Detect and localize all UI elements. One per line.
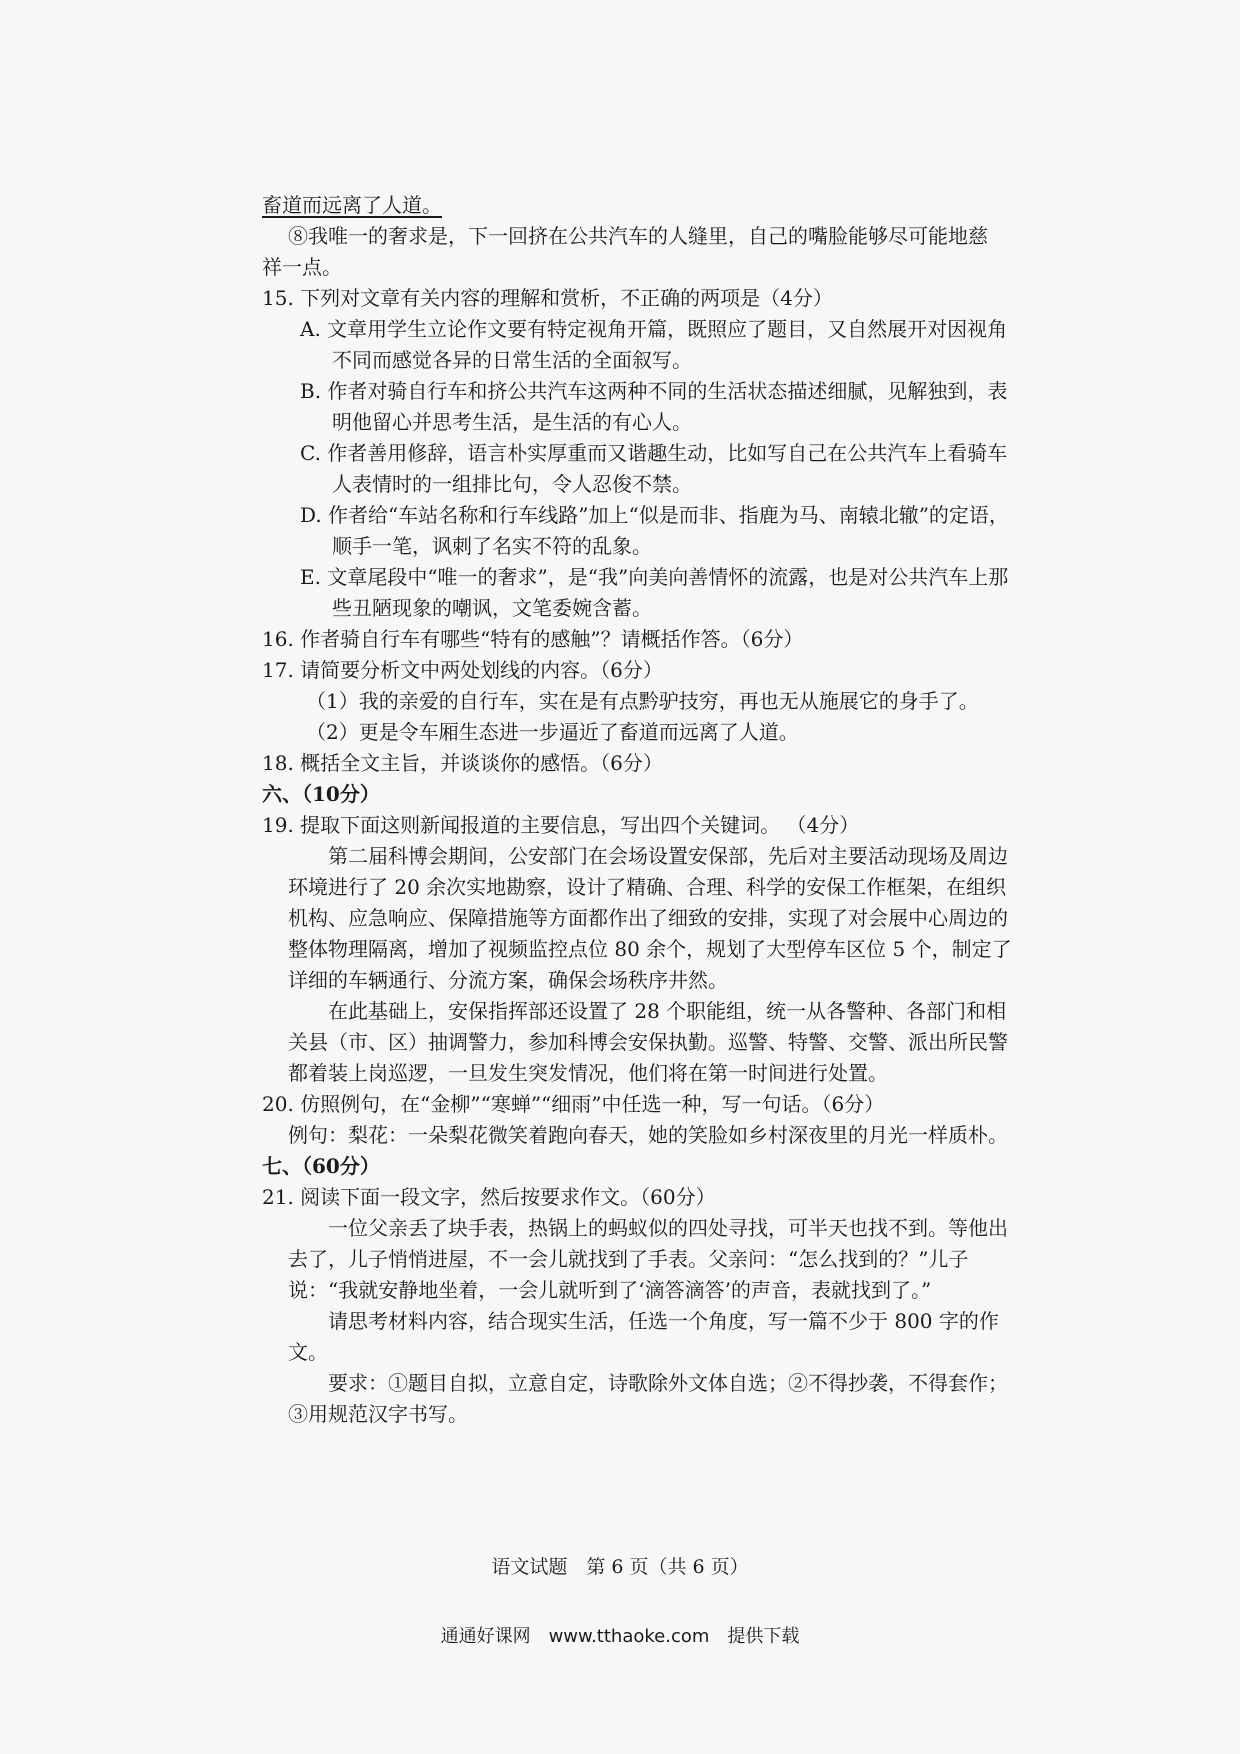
question-18: 18. 概括全文主旨，并谈谈你的感悟。（6分）	[262, 751, 663, 775]
continuation-line	[262, 190, 1022, 221]
section-6-heading: 六、（10分）	[262, 782, 380, 806]
essay-instruction: 请思考材料内容，结合现实生活，任选一个角度，写一篇不少于 800 字的作文。	[288, 1309, 999, 1364]
question-20-example: 例句：梨花：一朵梨花微笑着跑向春天，她的笑脸如乡村深夜里的月光一样质朴。	[288, 1123, 1008, 1147]
question-15-option-b: B. 作者对骑自行车和挤公共汽车这两种不同的生活状态描述细腻，见解独到，表明他留心并思考生活，是生活的有心人。	[300, 379, 1008, 434]
section-7-heading: 七、（60分）	[262, 1154, 380, 1178]
news-paragraph-1: 第二届科博会期间，公安部门在会场设置安保部，先后对主要活动现场及周边环境进行了 20 余次实地勘察，设计了精确、合理、科学的安保工作框架，在组织机构、应急响应、保障措施等方面都作出了细致的安排，实现了对会展中心周边的整体物理隔离，增加了视频监控点位 80 余个，规划了大型停车区位 5 个，制定了详细的车辆通行、分流方案，确保会场秩序井然。	[288, 844, 1012, 992]
question-21-stem: 21. 阅读下面一段文字，然后按要求作文。（60分）	[262, 1185, 716, 1209]
question-17-stem: 17. 请简要分析文中两处划线的内容。（6分）	[262, 658, 663, 682]
paragraph-8-line-1: ⑧我唯一的奢求是，下一回挤在公共汽车的人缝里，自己的嘴脸能够尽可能地慈	[288, 224, 988, 248]
essay-material: 一位父亲丢了块手表，热锅上的蚂蚁似的四处寻找，可半天也找不到。等他出去了，儿子悄悄进屋，不一会儿就找到了手表。父亲问：“怎么找到的？”儿子说：“我就安静地坐着，一会儿就听到了‘滴答滴答’的声音，表就找到了。”	[288, 1216, 1008, 1302]
question-16: 16. 作者骑自行车有哪些“特有的感触”？请概括作答。（6分）	[262, 627, 804, 651]
question-20-stem: 20. 仿照例句，在“金柳”“寒蝉”“细雨”中任选一种，写一句话。（6分）	[262, 1092, 885, 1116]
question-17-item-1: （1）我的亲爱的自行车，实在是有点黔驴技穷，再也无从施展它的身手了。	[306, 689, 979, 713]
download-source-footer: 通通好课网 www.tthaoke.com 提供下载	[440, 1626, 800, 1647]
question-15-stem: 15. 下列对文章有关内容的理解和赏析，不正确的两项是（4分）	[262, 286, 833, 310]
question-19-stem: 19. 提取下面这则新闻报道的主要信息，写出四个关键词。 （4分）	[262, 813, 860, 837]
question-15-option-d: D. 作者给“车站名称和行车线路”加上“似是而非、指鹿为马、南辕北辙”的定语，顺手一笔，讽刺了名实不符的乱象。	[300, 503, 1009, 558]
question-15-option-e: E. 文章尾段中“唯一的奢求”，是“我”向美向善情怀的流露，也是对公共汽车上那些丑陋现象的嘲讽，文笔委婉含蓄。	[300, 565, 1009, 620]
page-number-footer: 语文试题 第 6 页（共 6 页）	[491, 1556, 749, 1578]
page-content	[262, 190, 1022, 1430]
underlined-text: 畜道而远离了人道。	[262, 193, 442, 217]
question-15-option-a: A. 文章用学生立论作文要有特定视角开篇，既照应了题目，又自然展开对因视角不同而感觉各异的日常生活的全面叙写。	[300, 317, 1008, 372]
paragraph-8-line-2: 祥一点。	[262, 255, 342, 279]
question-17-item-2: （2）更是令车厢生态进一步逼近了畜道而远离了人道。	[306, 720, 799, 744]
essay-requirements: 要求：①题目自拟，立意自定，诗歌除外文体自选；②不得抄袭，不得套作；③用规范汉字书写。	[288, 1371, 1008, 1426]
news-paragraph-2: 在此基础上，安保指挥部还设置了 28 个职能组，统一从各警种、各部门和相关县（市、区）抽调警力，参加科博会安保执勤。巡警、特警、交警、派出所民警都着装上岗巡逻，一旦发生突发情况，他们将在第一时间进行处置。	[288, 999, 1008, 1085]
question-15-option-c: C. 作者善用修辞，语言朴实厚重而又谐趣生动，比如写自己在公共汽车上看骑车人表情时的一组排比句，令人忍俊不禁。	[300, 441, 1008, 496]
